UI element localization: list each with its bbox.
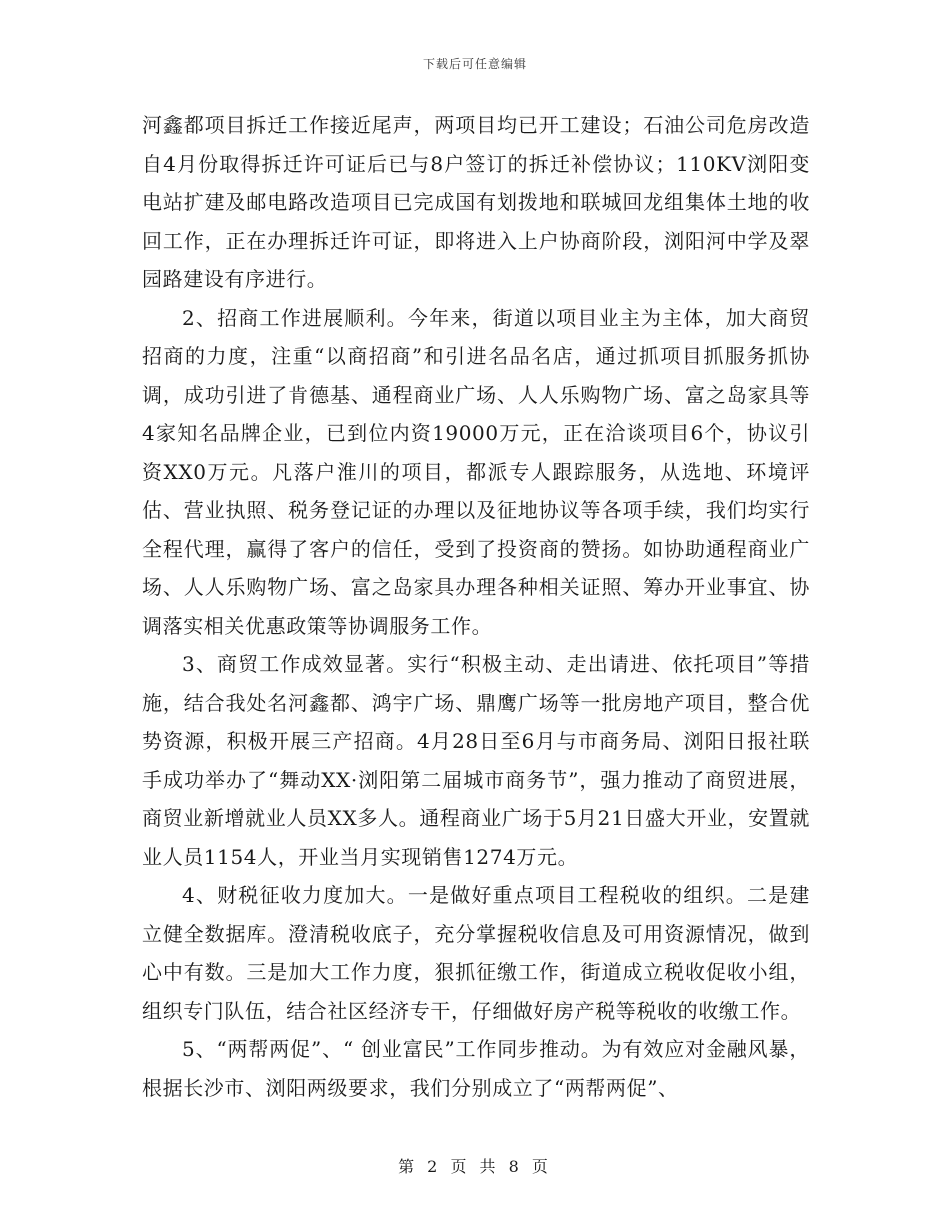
page-footer: 第 2 页 共 8 页 xyxy=(398,1157,552,1176)
paragraph-two-helps: 5、“两帮两促”、“ 创业富民”工作同步推动。为有效应对金融风暴，根据长沙市、浏阳两级要求，我们分别成立了“两帮两促”、 xyxy=(142,1037,810,1100)
paragraph-continuation: 河鑫都项目拆迁工作接近尾声，两项目均已开工建设；石油公司危房改造自4月份取得拆迁许可证后已与8户签订的拆迁补偿协议；110KV浏阳变电站扩建及邮电路改造项目已完成国有划拨地和联城回龙组集体土地的收回工作，正在办理拆迁许可证，即将进入上户协商阶段，浏阳河中学及翠园路建设有序进行。 xyxy=(142,113,810,291)
paragraph-commerce: 3、商贸工作成效显著。实行“积极主动、走出请进、依托项目”等措施，结合我处名河鑫都、鸿宇广场、鼎鹰广场等一批房地产项目，整合优势资源，积极开展三产招商。4月28日至6月与市商务局、浏阳日报社联手成功举办了“舞动XX·浏阳第二届城市商务节”，强力推动了商贸进展，商贸业新增就业人员XX多人。通程商业广场于5月21日盛大开业，安置就业人员1154人，开业当月实现销售1274万元。 xyxy=(142,652,810,869)
page-header: 下载后可任意编辑 xyxy=(422,57,527,71)
document-body xyxy=(142,106,810,1106)
paragraph-investment: 2、招商工作进展顺利。今年来，街道以项目业主为主体，加大商贸招商的力度，注重“以商招商”和引进名品名店，通过抓项目抓服务抓协调，成功引进了肯德基、通程商业广场、人人乐购物广场、富之岛家具等4家知名品牌企业，已到位内资19000万元，正在洽谈项目6个，协议引资XX0万元。凡落户淮川的项目，都派专人跟踪服务，从选地、环境评估、营业执照、税务登记证的办理以及征地协议等各项手续，我们均实行全程代理，赢得了客户的信任，受到了投资商的赞扬。如协助通程商业广场、人人乐购物广场、富之岛家具办理各种相关证照、筹办开业事宜、协调落实相关优惠政策等协调服务工作。 xyxy=(142,305,810,638)
paragraph-tax: 4、财税征收力度加大。一是做好重点项目工程税收的组织。二是建立健全数据库。澄清税收底子，充分掌握税收信息及可用资源情况，做到心中有数。三是加大工作力度，狠抓征缴工作，街道成立税收促收小组，组织专门队伍，结合社区经济专干，仔细做好房产税等税收的收缴工作。 xyxy=(142,883,810,1023)
